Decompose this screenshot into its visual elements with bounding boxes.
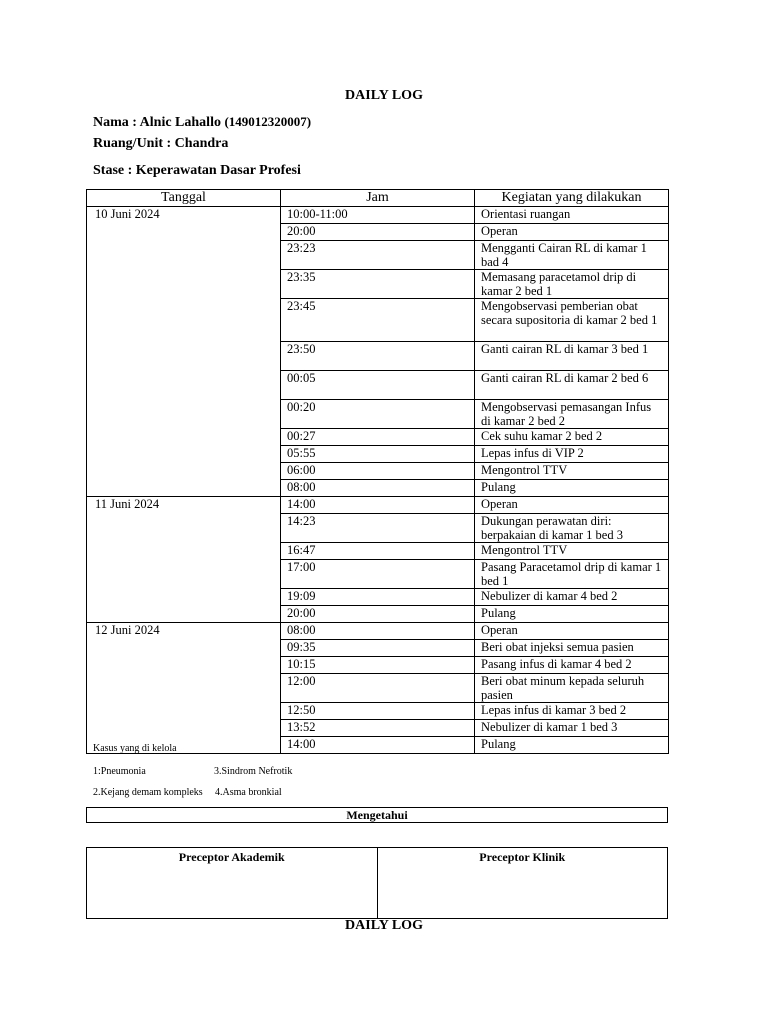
activity-cell: Mengobservasi pemasangan Infus di kamar 2 bed 2 (475, 400, 669, 429)
activity-cell: Pasang infus di kamar 4 bed 2 (475, 657, 669, 674)
signature-box (86, 847, 668, 919)
table-row (87, 623, 669, 640)
activity-cell: Pulang (475, 606, 669, 623)
cases-title: Kasus yang di kelola (93, 743, 177, 754)
mengetahui-box: Mengetahui (86, 807, 668, 823)
activity-cell: Operan (475, 497, 669, 514)
activity-cell: Operan (475, 623, 669, 640)
cases-row-1 (93, 766, 292, 777)
table-row (87, 497, 669, 514)
date-cell: 12 Juni 2024 (87, 623, 281, 754)
case-2: 2.Kejang demam kompleks (93, 787, 203, 798)
activity-cell: Pulang (475, 480, 669, 497)
activity-cell: Mengganti Cairan RL di kamar 1 bad 4 (475, 241, 669, 270)
time-cell: 19:09 (281, 589, 475, 606)
time-cell: 05:55 (281, 446, 475, 463)
time-cell: 23:23 (281, 241, 475, 270)
time-cell: 23:45 (281, 299, 475, 342)
time-cell: 08:00 (281, 623, 475, 640)
time-cell: 00:20 (281, 400, 475, 429)
activity-cell: Ganti cairan RL di kamar 3 bed 1 (475, 342, 669, 371)
preceptor-akademik-cell: Preceptor Akademik (178, 850, 285, 864)
time-cell: 12:50 (281, 703, 475, 720)
activity-cell: Lepas infus di kamar 3 bed 2 (475, 703, 669, 720)
time-cell: 14:00 (281, 737, 475, 754)
daily-log-table (86, 189, 669, 754)
activity-cell: Memasang paracetamol drip di kamar 2 bed 1 (475, 270, 669, 299)
activity-cell: Lepas infus di VIP 2 (475, 446, 669, 463)
activity-cell: Nebulizer di kamar 1 bed 3 (475, 720, 669, 737)
time-cell: 17:00 (281, 560, 475, 589)
case-1: 1:Pneumonia (93, 766, 146, 777)
time-cell: 00:05 (281, 371, 475, 400)
activity-cell: Nebulizer di kamar 4 bed 2 (475, 589, 669, 606)
table-row (87, 207, 669, 224)
activity-cell: Beri obat minum kepada seluruh pasien (475, 674, 669, 703)
time-cell: 20:00 (281, 606, 475, 623)
rotation-stase: Stase : Keperawatan Dasar Profesi (93, 163, 301, 178)
student-name (93, 114, 311, 131)
preceptor-klinik-cell: Preceptor Klinik (377, 848, 668, 918)
table-body (87, 207, 669, 754)
time-cell: 08:00 (281, 480, 475, 497)
time-cell: 13:52 (281, 720, 475, 737)
cases-row-2 (93, 787, 282, 798)
student-id: (149012320007) (224, 114, 312, 129)
time-cell: 12:00 (281, 674, 475, 703)
header-tanggal: Tanggal (87, 190, 281, 207)
bottom-title: DAILY LOG (345, 918, 423, 933)
time-cell: 10:15 (281, 657, 475, 674)
activity-cell: Mengobservasi pemberian obat secara supositoria di kamar 2 bed 1 (475, 299, 669, 342)
time-cell: 14:23 (281, 514, 475, 543)
header-kegiatan: Kegiatan yang dilakukan (475, 190, 669, 207)
ward-unit: Ruang/Unit : Chandra (93, 136, 229, 151)
case-4: 4.Asma bronkial (215, 787, 282, 798)
time-cell: 23:35 (281, 270, 475, 299)
time-cell: 14:00 (281, 497, 475, 514)
date-cell: 11 Juni 2024 (87, 497, 281, 623)
activity-cell: Dukungan perawatan diri: berpakaian di kamar 1 bed 3 (475, 514, 669, 543)
table-header-row (87, 190, 669, 207)
page-title: DAILY LOG (345, 88, 423, 103)
date-cell: 10 Juni 2024 (87, 207, 281, 497)
activity-cell: Mengontrol TTV (475, 543, 669, 560)
time-cell: 09:35 (281, 640, 475, 657)
activity-cell: Beri obat injeksi semua pasien (475, 640, 669, 657)
header-jam: Jam (281, 190, 475, 207)
case-3: 3.Sindrom Nefrotik (214, 766, 293, 777)
activity-cell: Pulang (475, 737, 669, 754)
activity-cell: Operan (475, 224, 669, 241)
student-name-label: Nama : Alnic Lahallo (93, 115, 221, 130)
time-cell: 00:27 (281, 429, 475, 446)
activity-cell: Ganti cairan RL di kamar 2 bed 6 (475, 371, 669, 400)
time-cell: 16:47 (281, 543, 475, 560)
time-cell: 06:00 (281, 463, 475, 480)
activity-cell: Cek suhu kamar 2 bed 2 (475, 429, 669, 446)
activity-cell: Mengontrol TTV (475, 463, 669, 480)
activity-cell: Pasang Paracetamol drip di kamar 1 bed 1 (475, 560, 669, 589)
activity-cell: Orientasi ruangan (475, 207, 669, 224)
time-cell: 23:50 (281, 342, 475, 371)
time-cell: 10:00-11:00 (281, 207, 475, 224)
time-cell: 20:00 (281, 224, 475, 241)
